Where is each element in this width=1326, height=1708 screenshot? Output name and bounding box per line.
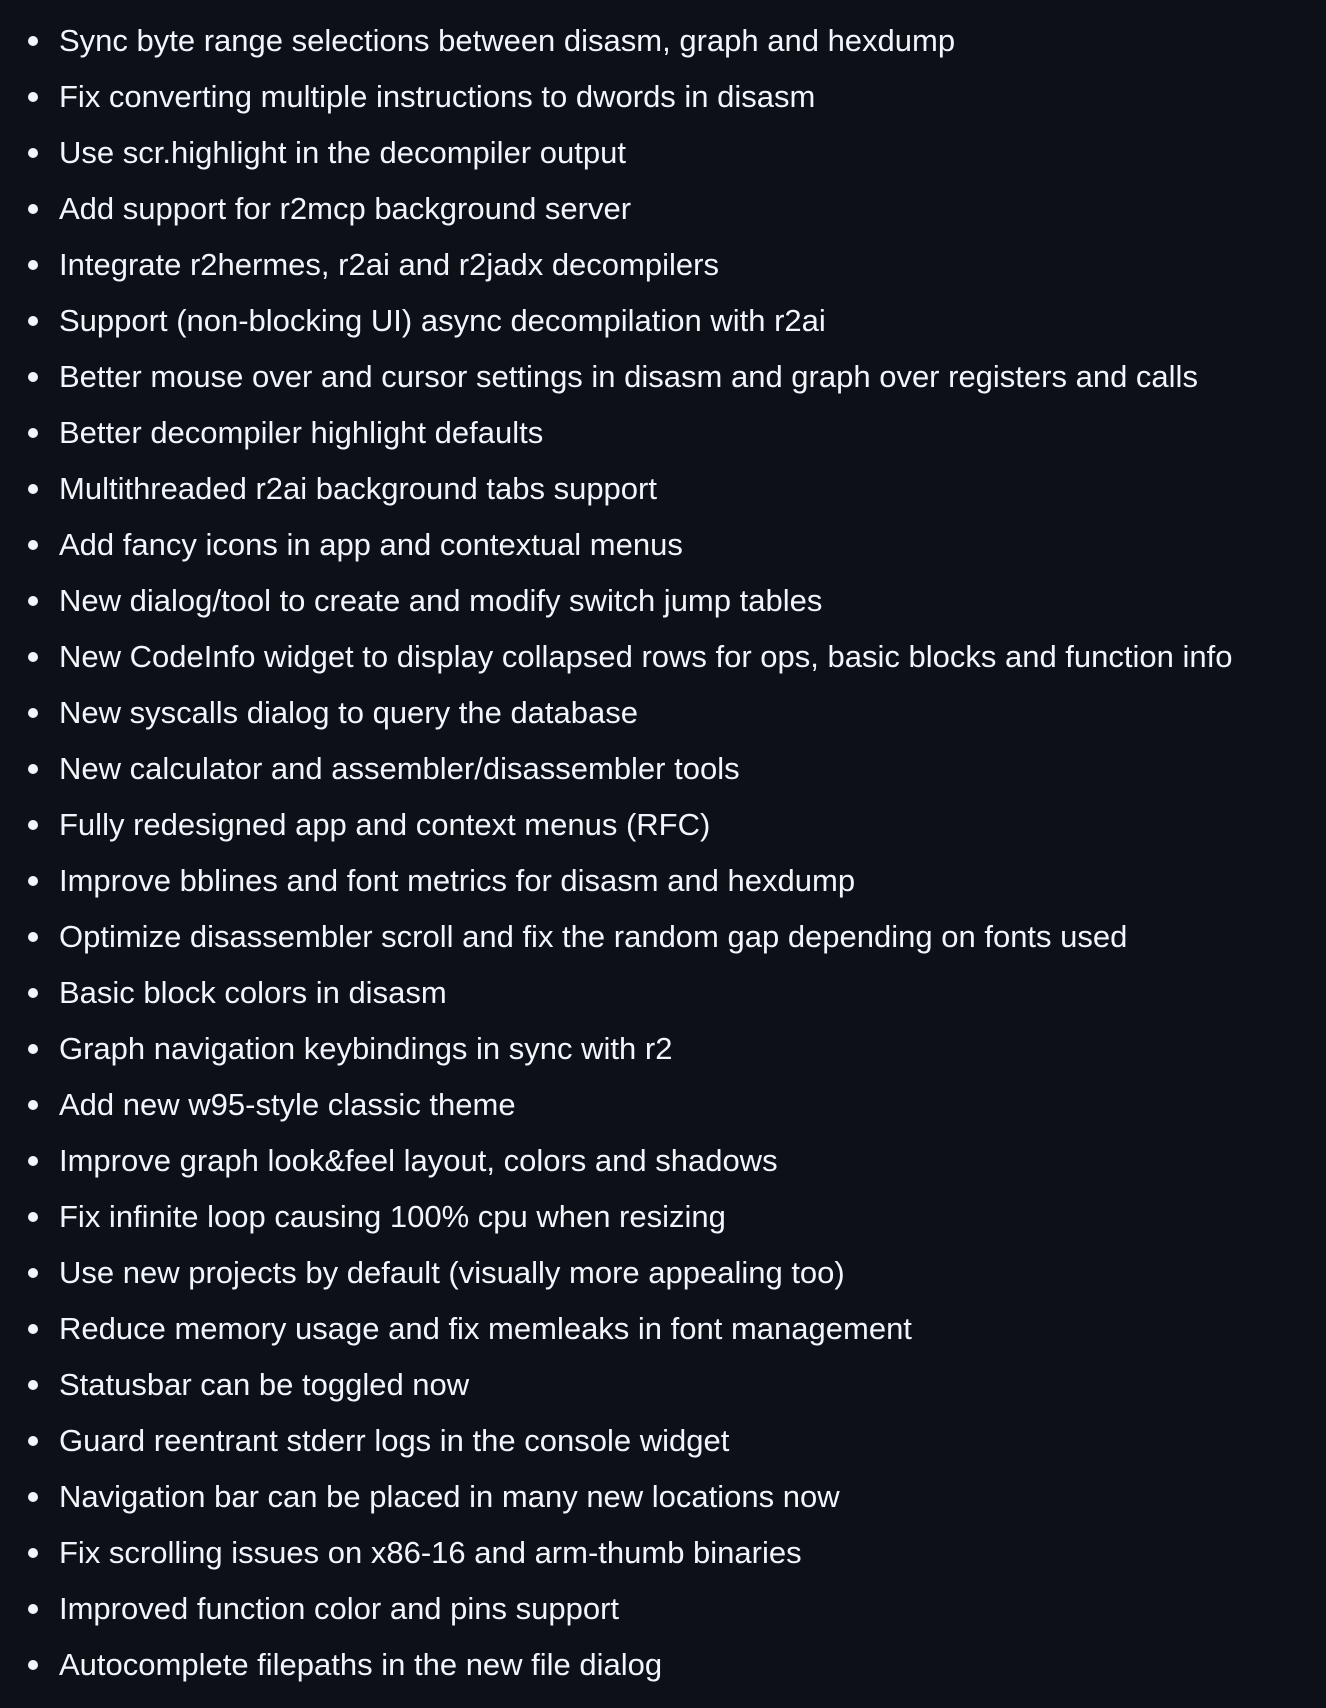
list-item-text: Add fancy icons in app and contextual menus xyxy=(59,527,683,562)
bullet-icon xyxy=(28,428,38,438)
list-item-text: New dialog/tool to create and modify switch jump tables xyxy=(59,583,823,618)
bullet-icon xyxy=(28,764,38,774)
bullet-icon xyxy=(28,1100,38,1110)
list-item xyxy=(0,1133,1326,1189)
list-item-text: Multithreaded r2ai background tabs support xyxy=(59,471,657,506)
list-item-text: Autocomplete filepaths in the new file dialog xyxy=(59,1647,663,1682)
list-item xyxy=(0,685,1326,741)
list-item-text: Reduce memory usage and fix memleaks in font management xyxy=(59,1311,912,1346)
list-item xyxy=(0,909,1326,965)
list-item xyxy=(0,1357,1326,1413)
list-item-text: Add support for r2mcp background server xyxy=(59,191,632,226)
list-item xyxy=(0,1077,1326,1133)
list-item-text: Basic block colors in disasm xyxy=(59,975,447,1010)
list-item-text: Use new projects by default (visually more appealing too) xyxy=(59,1255,845,1290)
bullet-icon xyxy=(28,708,38,718)
list-item xyxy=(0,1245,1326,1301)
bullet-icon xyxy=(28,540,38,550)
list-item-text: New syscalls dialog to query the database xyxy=(59,695,638,730)
list-item xyxy=(0,1637,1326,1693)
list-item-text: Support (non-blocking UI) async decompilation with r2ai xyxy=(59,303,826,338)
bullet-icon xyxy=(28,1604,38,1614)
list-item xyxy=(0,181,1326,237)
list-item xyxy=(0,125,1326,181)
list-item xyxy=(0,741,1326,797)
bullet-icon xyxy=(28,1044,38,1054)
list-item-text: Fix converting multiple instructions to dwords in disasm xyxy=(59,79,816,114)
list-item xyxy=(0,349,1326,405)
list-item-text: Graph navigation keybindings in sync with r2 xyxy=(59,1031,673,1066)
bullet-icon xyxy=(28,1660,38,1670)
list-item xyxy=(0,853,1326,909)
list-item xyxy=(0,573,1326,629)
list-item xyxy=(0,629,1326,685)
bullet-icon xyxy=(28,1324,38,1334)
list-item-text: New CodeInfo widget to display collapsed rows for ops, basic blocks and function info xyxy=(59,639,1233,674)
list-item xyxy=(0,1301,1326,1357)
bullet-icon xyxy=(28,1492,38,1502)
bullet-icon xyxy=(28,652,38,662)
list-item-text: Fix infinite loop causing 100% cpu when resizing xyxy=(59,1199,726,1234)
list-item xyxy=(0,517,1326,573)
bullet-icon xyxy=(28,1380,38,1390)
bullet-icon xyxy=(28,596,38,606)
list-item xyxy=(0,461,1326,517)
list-item xyxy=(0,13,1326,69)
bullet-icon xyxy=(28,204,38,214)
list-item xyxy=(0,965,1326,1021)
bullet-icon xyxy=(28,92,38,102)
list-item-text: Improve bblines and font metrics for disasm and hexdump xyxy=(59,863,856,898)
bullet-icon xyxy=(28,260,38,270)
list-item-text: Fix scrolling issues on x86-16 and arm-thumb binaries xyxy=(59,1535,802,1570)
list-item xyxy=(0,237,1326,293)
list-item xyxy=(0,405,1326,461)
list-item xyxy=(0,1581,1326,1637)
list-item-text: Improve graph look&feel layout, colors and shadows xyxy=(59,1143,778,1178)
bullet-icon xyxy=(28,988,38,998)
bullet-icon xyxy=(28,1212,38,1222)
list-item-text: Guard reentrant stderr logs in the console widget xyxy=(59,1423,730,1458)
list-item xyxy=(0,293,1326,349)
bullet-icon xyxy=(28,316,38,326)
list-item-text: Statusbar can be toggled now xyxy=(59,1367,470,1402)
bullet-icon xyxy=(28,820,38,830)
list-item-text: Use scr.highlight in the decompiler output xyxy=(59,135,626,170)
bullet-icon xyxy=(28,932,38,942)
list-item-text: Integrate r2hermes, r2ai and r2jadx decompilers xyxy=(59,247,719,282)
list-item xyxy=(0,1189,1326,1245)
bullet-icon xyxy=(28,876,38,886)
changelog-list xyxy=(0,13,1326,1693)
list-item-text: Add new w95-style classic theme xyxy=(59,1087,516,1122)
list-item xyxy=(0,1525,1326,1581)
bullet-icon xyxy=(28,1268,38,1278)
list-item-text: Navigation bar can be placed in many new locations now xyxy=(59,1479,840,1514)
bullet-icon xyxy=(28,148,38,158)
list-item xyxy=(0,1021,1326,1077)
list-item-text: Better decompiler highlight defaults xyxy=(59,415,544,450)
list-item-text: Sync byte range selections between disasm, graph and hexdump xyxy=(59,23,956,58)
bullet-icon xyxy=(28,36,38,46)
list-item-text: Fully redesigned app and context menus (RFC) xyxy=(59,807,711,842)
bullet-icon xyxy=(28,1548,38,1558)
bullet-icon xyxy=(28,1156,38,1166)
bullet-icon xyxy=(28,372,38,382)
list-item-text: Improved function color and pins support xyxy=(59,1591,620,1626)
list-item-text: Better mouse over and cursor settings in disasm and graph over registers and calls xyxy=(59,359,1198,394)
list-item xyxy=(0,1469,1326,1525)
list-item xyxy=(0,1413,1326,1469)
bullet-icon xyxy=(28,1436,38,1446)
list-item-text: Optimize disassembler scroll and fix the random gap depending on fonts used xyxy=(59,919,1128,954)
bullet-icon xyxy=(28,484,38,494)
list-item-text: New calculator and assembler/disassembler tools xyxy=(59,751,740,786)
list-item xyxy=(0,69,1326,125)
list-item xyxy=(0,797,1326,853)
